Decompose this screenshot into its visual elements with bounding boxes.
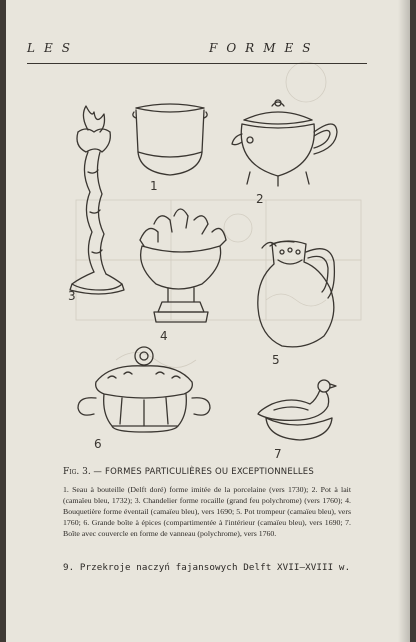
drawing-candlestick <box>70 106 124 294</box>
figure-caption-label: Fig. 3. <box>63 467 91 477</box>
figure-plate <box>60 92 350 461</box>
drawing-lapwing-box <box>258 380 336 440</box>
running-head-right: FORMES <box>209 41 320 55</box>
drawing-bouquetiere <box>140 209 226 322</box>
handwritten-note: 9. Przekroje naczyń fajansowych Delft XVII–XVIII w. <box>63 562 351 573</box>
figure-number-6: 6 <box>94 437 102 451</box>
figure-number-4: 4 <box>160 329 168 343</box>
figure-number-7: 7 <box>274 447 282 461</box>
figure-number-3: 3 <box>68 289 76 303</box>
header-rule <box>27 63 367 64</box>
running-head-left: LES <box>27 41 79 55</box>
figure-drawings <box>60 92 350 454</box>
figure-number-1: 1 <box>150 179 158 193</box>
book-page <box>6 0 410 642</box>
figure-number-2: 2 <box>256 192 264 206</box>
figure-caption <box>63 467 363 477</box>
drawing-spice-box <box>78 347 210 432</box>
running-head <box>27 38 367 58</box>
figure-legend: 1. Seau à bouteille (Delft doré) forme imitée de la porcelaine (vers 1730); 2. Pot à lait (camaïeu bleu, 1732); 3. Chandelier forme rocaille (grand feu polychrome) (vers 1760); 4. Bouquetière forme éventail (camaïeu bleu), vers 1690; 5. Pot trompeur (camaïeu bleu), vers 1760; 6. Grande boîte à épices (compartimentée à l'intérieur (camaïeu bleu), vers 1690; 7. Boîte avec couvercle en forme de vanneau (polychrome), vers 1760. <box>63 485 351 538</box>
drawing-puzzle-jug <box>258 241 335 347</box>
drawing-bottle-bucket <box>133 104 207 175</box>
figure-number-5: 5 <box>272 353 280 367</box>
figure-caption-title: — FORMES PARTICULIÈRES OU EXCEPTIONNELLES <box>93 467 314 477</box>
drawing-milk-pot <box>232 100 337 186</box>
